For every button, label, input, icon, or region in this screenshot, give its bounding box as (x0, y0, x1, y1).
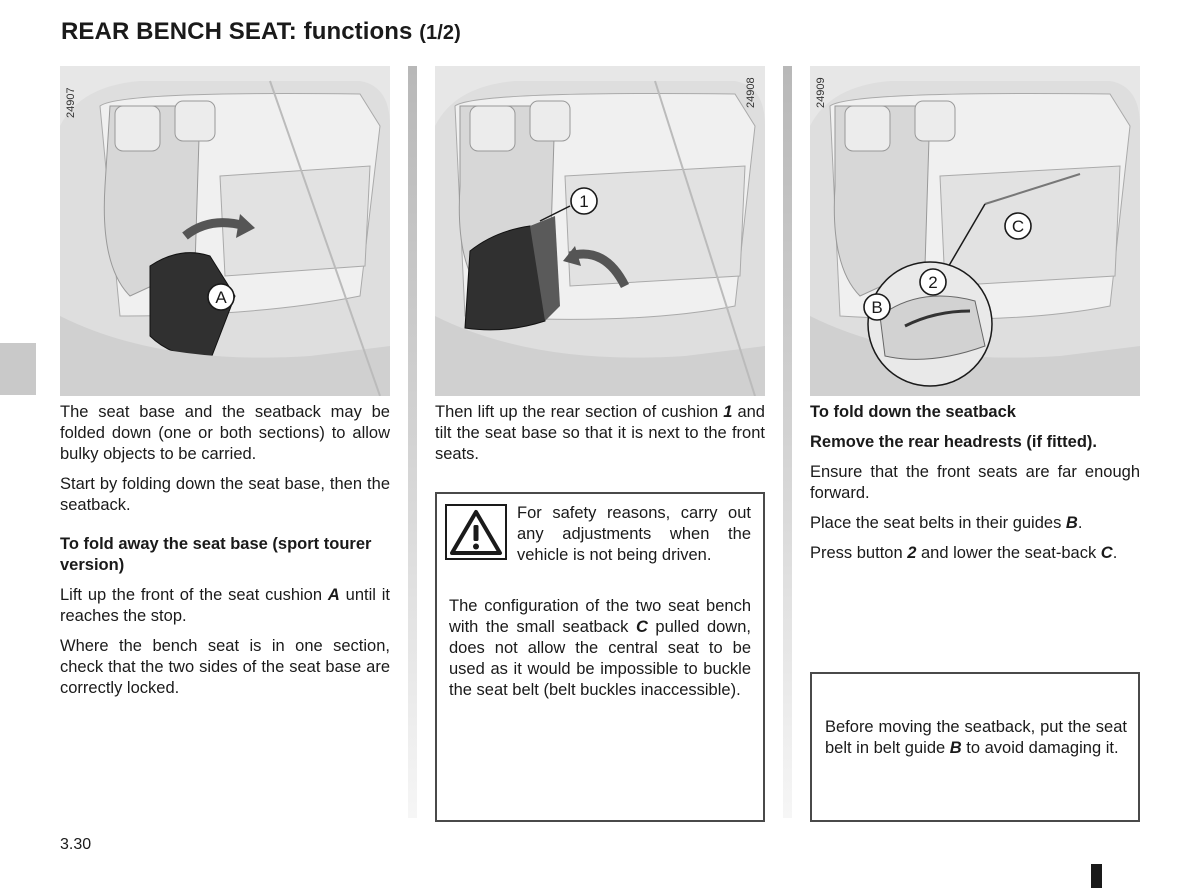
paragraph: Then lift up the rear section of cushion 1 and tilt the seat base so that it is next to the front seats. (435, 403, 765, 463)
column-divider (408, 66, 417, 818)
svg-text:A: A (215, 288, 227, 307)
paragraph: Lift up the front of the seat cushion A until it reaches the stop. (60, 586, 391, 625)
title-part: (1/2) (419, 22, 461, 44)
page-title (61, 18, 461, 46)
column-1-text (60, 402, 390, 708)
page-number: 3.30 (60, 836, 92, 853)
figure-number: 24909 (815, 77, 827, 108)
figure-seatback-fold (810, 66, 1140, 396)
note-text: Before moving the seatback, put the seat belt in belt guide B to avoid damaging it. (825, 718, 1127, 757)
warning-safety-text: For safety reasons, carry out any adjustments when the vehicle is not being driven. (517, 504, 751, 564)
figure-number: 24907 (65, 87, 77, 118)
svg-text:C: C (1011, 217, 1025, 236)
callout-2 (918, 267, 948, 297)
paragraph: Where the bench seat is in one section, check that the two sides of the seat base are correctly locked. (60, 637, 390, 697)
figure-seat-base-lift (60, 66, 390, 396)
warning-triangle-icon (445, 504, 507, 560)
section-tab (0, 343, 36, 395)
callout-1 (569, 186, 599, 216)
paragraph: The seat base and the seatback may be folded down (one or both sections) to allow bulky objects to be carried. (60, 403, 390, 463)
svg-text:2: 2 (928, 273, 938, 292)
section-heading: To fold down the seatback (810, 403, 1016, 421)
page-corner-mark (1091, 864, 1102, 888)
callout-A (206, 282, 236, 312)
section-heading: To fold away the seat base (sport tourer version) (60, 535, 372, 574)
note-box (810, 672, 1140, 822)
warning-config-text: The configuration of the two seat bench with the small seatback C pulled down, does not allow the central seat to be used as it would be impossible to buckle the seat belt (belt buckles inaccessible). (449, 597, 751, 699)
title-main: REAR BENCH SEAT: functions (61, 18, 413, 45)
svg-text:1: 1 (579, 192, 589, 211)
column-2-text (435, 402, 765, 474)
callout-C (1003, 211, 1033, 241)
paragraph: Place the seat belts in their guides B. (810, 514, 1083, 532)
paragraph: Start by folding down the seat base, then the seatback. (60, 475, 390, 514)
section-heading: Remove the rear headrests (if fitted). (810, 433, 1097, 451)
paragraph: Press button 2 and lower the seat-back C. (810, 544, 1118, 562)
column-3-text (810, 402, 1140, 573)
figure-number: 24908 (745, 77, 757, 108)
svg-text:B: B (871, 298, 883, 317)
figure-cushion-lift (435, 66, 765, 396)
callout-B (862, 292, 892, 322)
paragraph: Ensure that the front seats are far enough forward. (810, 463, 1140, 502)
column-divider (783, 66, 792, 818)
